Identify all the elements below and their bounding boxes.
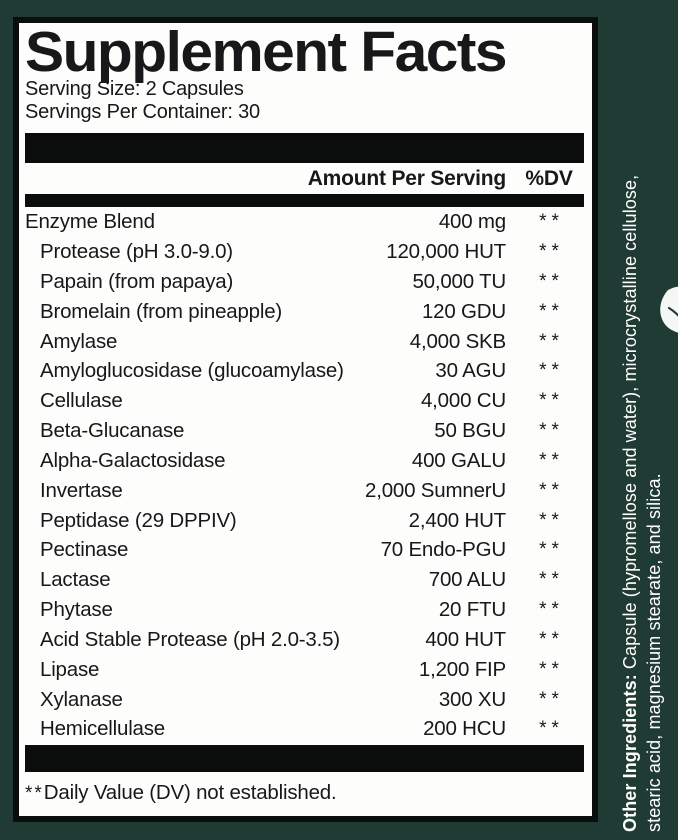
other-ingredients-line-1 [618, 32, 642, 832]
table-row [25, 207, 584, 237]
amount-per-serving-header: Amount Per Serving [307, 166, 506, 190]
ingredient-amount: 2,000 SumnerU [365, 478, 506, 502]
divider-bar-medium [25, 194, 584, 207]
ingredient-amount: 20 FTU [438, 598, 506, 622]
ingredient-amount: 400 HUT [425, 627, 506, 651]
ingredient-name: Protease (pH 3.0-9.0) [40, 240, 233, 264]
ingredient-amount: 30 AGU [435, 359, 506, 383]
ingredient-amount: 2,400 HUT [408, 508, 506, 532]
ingredient-name: Peptidase (29 DPPIV) [40, 508, 237, 532]
table-header-row [25, 163, 584, 194]
ingredient-dv-value: ** [539, 628, 564, 650]
ingredient-name: Acid Stable Protease (pH 2.0-3.5) [40, 627, 340, 651]
ingredient-amount: 1,200 FIP [418, 657, 506, 681]
table-row [25, 715, 584, 745]
ingredient-dv-value: ** [539, 658, 564, 680]
ingredient-amount: 400 GALU [411, 448, 506, 472]
table-row [25, 446, 584, 476]
table-row [25, 386, 584, 416]
ingredient-amount: 70 Endo-PGU [380, 538, 506, 562]
daily-value-footnote [25, 781, 584, 805]
ingredient-amount: 120 GDU [421, 299, 506, 323]
ingredient-amount: 400 mg [438, 210, 506, 234]
ingredient-name: Enzyme Blend [25, 210, 155, 234]
ingredient-name: Bromelain (from pineapple) [40, 299, 283, 323]
ingredient-dv-value: ** [539, 271, 564, 292]
ingredient-table [25, 207, 584, 744]
divider-bar-bottom [25, 745, 584, 772]
ingredient-name: Lactase [40, 568, 111, 592]
ingredient-amount: 4,000 SKB [409, 329, 506, 353]
table-row [25, 357, 584, 387]
serving-size-text: Serving Size: 2 Capsules [25, 78, 244, 101]
ingredient-name: Alpha-Galactosidase [40, 448, 226, 472]
ingredient-name: Invertase [40, 478, 123, 502]
table-row [25, 237, 584, 267]
table-row [25, 595, 584, 625]
ingredient-amount: 300 XU [438, 687, 506, 711]
percent-dv-header: %DV [525, 166, 573, 190]
footnote-text: Daily Value (DV) not established. [43, 781, 337, 805]
ingredient-name: Papain (from papaya) [40, 270, 234, 293]
table-row [25, 297, 584, 327]
servings-per-container-text: Servings Per Container: 30 [25, 101, 260, 124]
ingredient-dv-value: ** [539, 360, 564, 382]
leaf-icon [653, 285, 678, 337]
ingredient-dv-value: ** [539, 300, 564, 322]
table-row [25, 536, 584, 566]
other-ingredients-label: Other Ingredients: [620, 674, 640, 832]
page-title: Supplement Facts [25, 20, 506, 84]
ingredient-name: Lipase [40, 657, 100, 681]
table-row [25, 565, 584, 595]
table-row [25, 327, 584, 357]
divider-bar-thick [25, 133, 584, 163]
table-row [25, 625, 584, 655]
other-ingredients-line-2: stearic acid, magnesium stearate, and silica. [644, 473, 664, 832]
table-row [25, 267, 584, 297]
ingredient-dv-value: ** [539, 211, 564, 233]
ingredient-amount: 120,000 HUT [386, 240, 506, 264]
table-row [25, 476, 584, 506]
ingredient-dv-value: ** [539, 449, 564, 471]
ingredient-dv-value: ** [539, 509, 564, 531]
ingredient-name: Xylanase [40, 687, 123, 711]
ingredient-dv-value: ** [539, 390, 564, 412]
ingredient-name: Phytase [40, 598, 113, 622]
ingredient-dv-value: ** [539, 420, 564, 442]
supplement-facts-panel [13, 17, 598, 822]
footnote-asterisks: ** [25, 783, 44, 805]
table-row [25, 416, 584, 446]
ingredient-amount: 50,000 TU [412, 270, 506, 293]
ingredient-name: Amyloglucosidase (glucoamylase) [40, 359, 344, 383]
ingredient-amount: 200 HCU [423, 717, 506, 741]
ingredient-name: Amylase [40, 329, 118, 353]
ingredient-dv-value: ** [539, 479, 564, 501]
ingredient-amount: 4,000 CU [420, 389, 506, 413]
ingredient-amount: 50 BGU [434, 419, 506, 443]
ingredient-dv-value: ** [539, 569, 564, 591]
ingredient-amount: 700 ALU [428, 568, 506, 592]
other-ingredients-text [618, 32, 666, 832]
ingredient-dv-value: ** [539, 688, 564, 710]
table-row [25, 685, 584, 715]
ingredient-name: Pectinase [40, 538, 129, 562]
ingredient-dv-value: ** [539, 718, 564, 740]
ingredient-name: Hemicellulase [40, 717, 166, 741]
ingredient-dv-value: ** [539, 241, 564, 263]
table-row [25, 655, 584, 685]
ingredient-name: Cellulase [40, 389, 123, 413]
ingredient-dv-value: ** [539, 599, 564, 621]
ingredient-dv-value: ** [539, 539, 564, 561]
other-ingredients-line-1-rest: Capsule (hypromellose and water), microcrystalline cellulose, [620, 174, 640, 675]
table-row [25, 506, 584, 536]
ingredient-name: Beta-Glucanase [40, 419, 185, 443]
ingredient-dv-value: ** [539, 330, 564, 352]
